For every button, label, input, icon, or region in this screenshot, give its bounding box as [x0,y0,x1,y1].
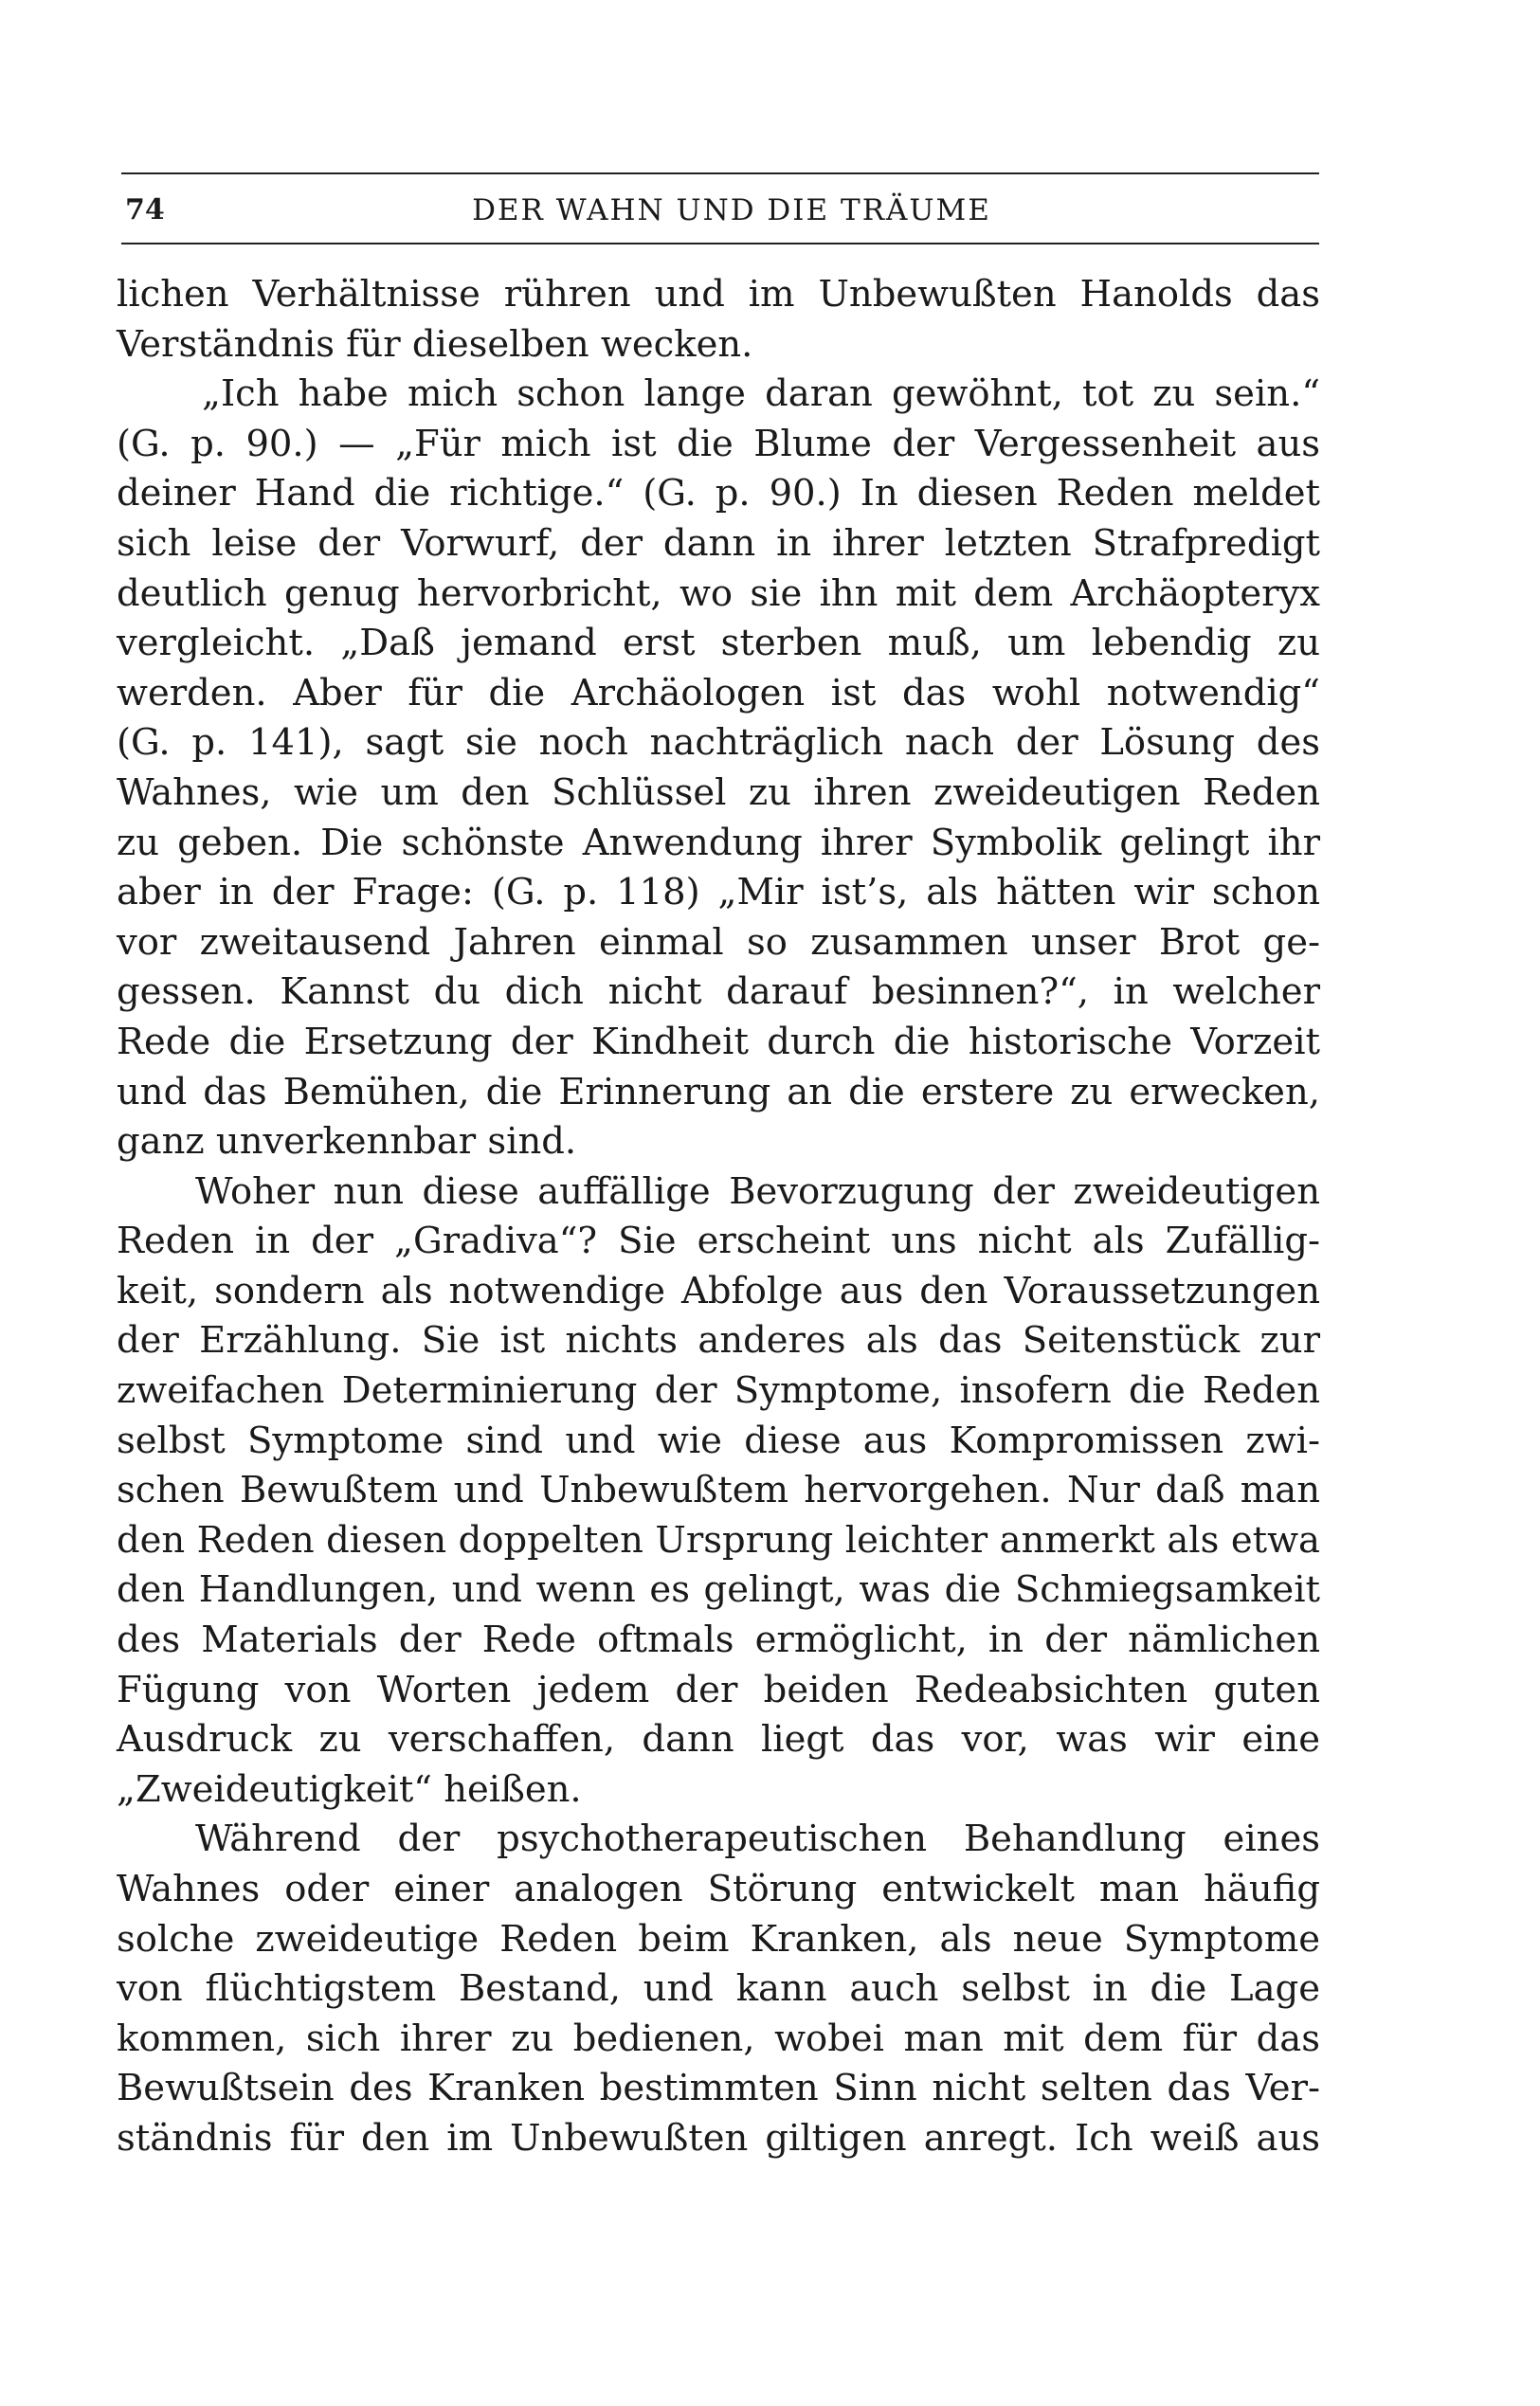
text-line: sich leise der Vorwurf, der dann in ihrer letzten Strafpredigt [117,521,1320,565]
text-line: vor zweitausend Jahren einmal so zusammen unser Brot ge- [117,920,1320,964]
body-text [117,270,1320,2164]
header-top-rule [121,172,1319,174]
text-line: keit, sondern als notwendige Abfolge aus den Voraussetzungen [117,1269,1320,1312]
text-line: solche zweideutige Reden beim Kranken, als neue Symptome [117,1917,1320,1961]
text-line: Verständnis für dieselben wecken. [117,322,753,366]
text-line: Reden in der „Gradiva“? Sie erscheint uns nicht als Zufällig- [117,1220,1320,1263]
text-line: „Ich habe mich schon lange daran gewöhnt, tot zu sein.“ [202,372,1320,416]
page-number: 74 [125,193,165,226]
text-line: schen Bewußtem und Unbewußtem hervorgehen. Nur daß man [117,1469,1320,1512]
text-line: ganz unverkennbar sind. [117,1120,577,1164]
text-line: Ausdruck zu verschaffen, dann liegt das vor, was wir eine [117,1718,1320,1762]
text-line: Bewußtsein des Kranken bestimmten Sinn nicht selten das Ver- [117,2067,1320,2110]
running-head: DER WAHN UND DIE TRÄUME [472,193,991,227]
text-line: aber in der Frage: (G. p. 118) „Mir ist’s, als hätten wir schon [117,871,1320,914]
text-line: Wahnes oder einer analogen Störung entwickelt man häufig [117,1868,1320,1910]
text-line: und das Bemühen, die Erinnerung an die erstere zu erwecken, [117,1070,1320,1113]
text-line: gessen. Kannst du dich nicht darauf besinnen?“, in welcher [117,970,1320,1014]
text-line: der Erzählung. Sie ist nichts anderes als das Seitenstück zur [117,1319,1320,1363]
text-line: (G. p. 90.) — „Für mich ist die Blume der Vergessenheit aus [117,422,1320,465]
text-line: selbst Symptome sind und wie diese aus Kompromissen zwi- [117,1419,1320,1462]
text-line: zu geben. Die schönste Anwendung ihrer Symbolik gelingt ihr [117,821,1320,864]
text-line: den Reden diesen doppelten Ursprung leichter anmerkt als etwa [117,1518,1320,1562]
text-line: kommen, sich ihrer zu bedienen, wobei man mit dem für das [117,2017,1320,2060]
text-line: vergleicht. „Daß jemand erst sterben muß, um lebendig zu [117,622,1320,665]
text-line: Woher nun diese auffällige Bevorzugung der zweideutigen [195,1169,1320,1213]
text-line: deutlich genug hervorbricht, wo sie ihn mit dem Archäopteryx [117,571,1320,615]
text-line: Wahnes, wie um den Schlüssel zu ihren zweideutigen Reden [117,770,1320,814]
text-line: deiner Hand die richtige.“ (G. p. 90.) In diesen Reden meldet [117,472,1320,516]
text-line: ständnis für den im Unbewußten giltigen anregt. Ich weiß aus [117,2116,1320,2160]
text-line: werden. Aber für die Archäologen ist das wohl notwendig“ [117,671,1320,715]
text-line: (G. p. 141), sagt sie noch nachträglich nach der Lösung des [117,721,1320,765]
text-line: Fügung von Worten jedem der beiden Redeabsichten guten [117,1668,1320,1711]
text-line: des Materials der Rede oftmals ermöglicht, in der nämlichen [117,1619,1320,1662]
text-line: den Handlungen, und wenn es gelingt, was die Schmiegsamkeit [117,1568,1320,1612]
text-line: „Zweideutigkeit“ heißen. [117,1767,582,1811]
text-line: Rede die Ersetzung der Kindheit durch die historische Vorzeit [117,1020,1320,1063]
text-line: lichen Verhältnisse rühren und im Unbewußten Hanolds das [117,273,1320,316]
text-line: zweifachen Determinierung der Symptome, insofern die Reden [117,1369,1320,1413]
page-header [121,172,1319,248]
text-line: von flüchtigstem Bestand, und kann auch selbst in die Lage [117,1967,1320,2011]
header-bottom-rule [121,243,1319,244]
text-line: Während der psychotherapeutischen Behandlung eines [195,1818,1320,1861]
